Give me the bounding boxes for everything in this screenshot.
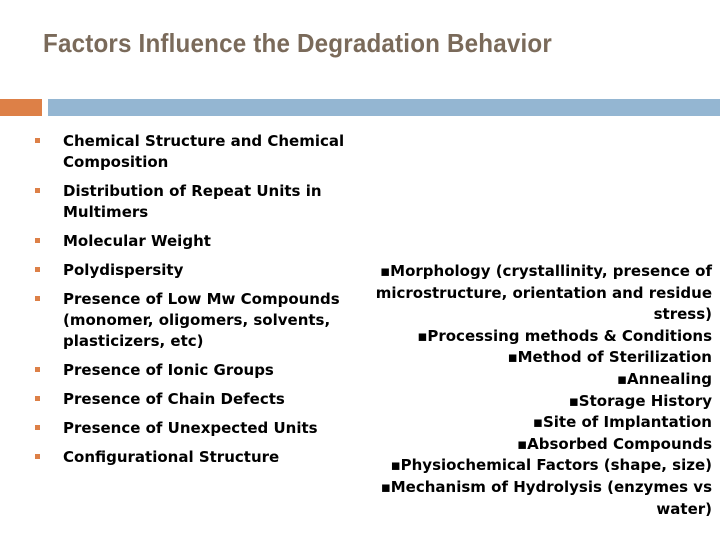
list-item-text: Configurational Structure (63, 448, 280, 466)
list-item (35, 389, 355, 410)
square-bullet-icon (35, 296, 40, 301)
list-item-text: Chemical Structure and Chemical Composition (63, 132, 345, 171)
square-bullet-icon (35, 425, 40, 430)
list-item-text: Presence of Ionic Groups (63, 361, 274, 379)
right-list-item: ▪Physiochemical Factors (shape, size) (390, 456, 712, 475)
list-item-text: Presence of Chain Defects (63, 390, 285, 408)
right-list-item: ▪Mechanism of Hydrolysis (enzymes vs water) (380, 477, 712, 518)
left-bullet-list (35, 131, 355, 476)
list-item-text: Presence of Unexpected Units (63, 419, 318, 437)
square-bullet-icon (35, 238, 40, 243)
square-bullet-icon (35, 188, 40, 193)
slide-title: Factors Influence the Degradation Behavior (43, 28, 552, 58)
list-item (35, 131, 355, 173)
right-factor-list (372, 261, 712, 520)
right-list-item: ▪Absorbed Compounds (516, 434, 712, 453)
list-item (35, 447, 355, 468)
square-bullet-icon (35, 138, 40, 143)
accent-bar-blue (48, 99, 720, 116)
square-bullet-icon (35, 367, 40, 372)
right-list-item: ▪Site of Implantation (532, 413, 712, 432)
right-list-item: ▪Storage History (568, 391, 712, 410)
square-bullet-icon (35, 454, 40, 459)
list-item-text: Presence of Low Mw Compounds (monomer, oligomers, solvents, plasticizers, etc) (63, 290, 340, 350)
list-item (35, 418, 355, 439)
list-item (35, 260, 355, 281)
list-item (35, 289, 355, 352)
square-bullet-icon (35, 396, 40, 401)
right-list-item: ▪Annealing (616, 369, 712, 388)
list-item-text: Molecular Weight (63, 232, 211, 250)
list-item (35, 360, 355, 381)
accent-bar-orange (0, 99, 42, 116)
right-list-item: ▪Method of Sterilization (507, 348, 712, 367)
right-list-item: ▪Morphology (crystallinity, presence of microstructure, orientation and residue stress) (375, 262, 712, 324)
list-item-text: Distribution of Repeat Units in Multimers (63, 182, 322, 221)
list-item (35, 181, 355, 223)
list-item-text: Polydispersity (63, 261, 184, 279)
square-bullet-icon (35, 267, 40, 272)
list-item (35, 231, 355, 252)
right-list-item: ▪Processing methods & Conditions (417, 326, 712, 345)
